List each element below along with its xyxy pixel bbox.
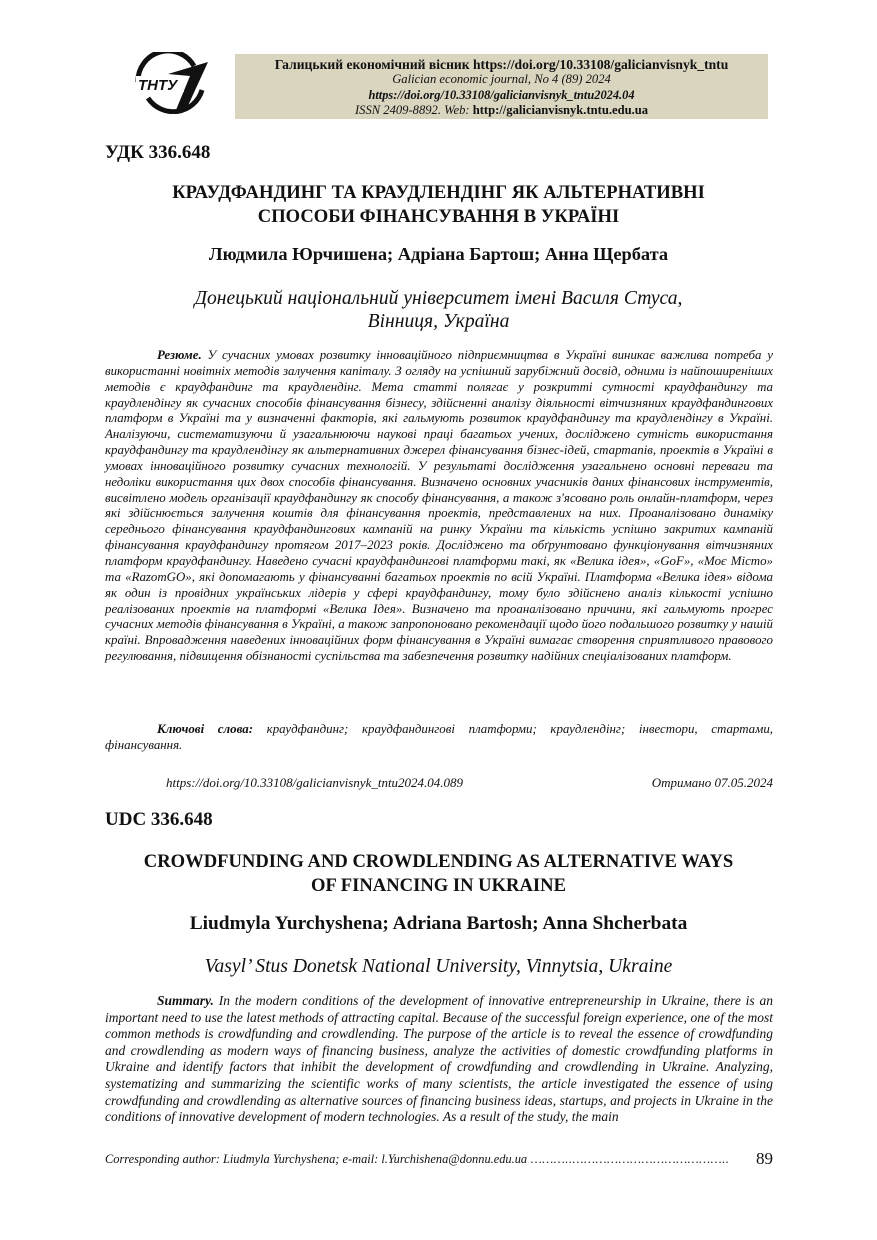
logo-text: ТНТУ bbox=[138, 77, 178, 94]
issn-text: ISSN 2409-8892. Web: bbox=[354, 102, 473, 117]
journal-title-ua: Галицький економічний вісник bbox=[274, 57, 473, 72]
keywords-ua-label: Ключові слова: bbox=[157, 722, 254, 736]
abstract-ua bbox=[105, 348, 773, 665]
keywords-ua bbox=[105, 722, 773, 754]
authors-ua: Людмила Юрчишена; Адріана Бартош; Анна Щербата bbox=[208, 244, 669, 264]
title-ua-line2: СПОСОБИ ФІНАНСУВАННЯ В УКРАЇНІ bbox=[257, 206, 620, 227]
corresponding-author: Corresponding author: Liudmyla Yurchyshena; e-mail: l.Yurchishena@donnu.edu.ua bbox=[105, 1152, 528, 1166]
journal-doi-link[interactable]: https://doi.org/10.33108/galicianvisnyk_tntu bbox=[472, 57, 729, 72]
title-en-line1: CROWDFUNDING AND CROWDLENDING AS ALTERNATIVE WAYS bbox=[143, 851, 734, 872]
title-en-line2: OF FINANCING IN UKRAINE bbox=[311, 875, 566, 896]
summary-en bbox=[105, 993, 773, 1126]
authors-en: Liudmyla Yurchyshena; Adriana Bartosh; Anna Shcherbata bbox=[189, 913, 688, 934]
abstract-ua-label: Резюме. bbox=[157, 348, 202, 362]
udc-en: UDC 336.648 bbox=[105, 809, 213, 830]
keywords-ua-text: краудфандинг; краудфандингові платформи; краудлендінг; інвестори, стартами, фінансування. bbox=[105, 722, 773, 752]
journal-web-link[interactable]: http://galicianvisnyk.tntu.edu.ua bbox=[472, 102, 649, 117]
article-title-ua bbox=[105, 181, 772, 229]
article-doi-link[interactable]: https://doi.org/10.33108/galicianvisnyk_tntu2024.04.089 bbox=[166, 775, 464, 790]
footer bbox=[105, 1152, 773, 1167]
journal-header bbox=[235, 54, 768, 119]
article-title-en bbox=[105, 850, 772, 898]
udc-ua: УДК 336.648 bbox=[105, 142, 211, 163]
journal-title-en: Galician economic journal, No 4 (89) 2024 bbox=[392, 72, 611, 87]
issn-line bbox=[235, 103, 768, 118]
footer-dots: ………..………………………………….. bbox=[527, 1152, 730, 1166]
journal-title-line bbox=[235, 57, 768, 72]
abstract-ua-text: У сучасних умовах розвитку інноваційного підприємництва в Україні виникає важлива потреба у використанні новітніх методів залучення капіталу. З огляду на успішний зарубіжний досвід, одними із найпоширеніших методів є краудфандинг та краудлендінг. Мета статті полягає у розкритті сутності краудфандингу та краудлендінгу як сучасних способів фінансування бізнесу, здійсненні аналізу діяльності вітчизняних краудфандингових платформ в Україні та у визначенні факторів, які гальмують розвиток краудфандингу та краудлендінгу в Україні. Аналізуючи, систематизуючи й узагальнюючи наукові праці багатьох учених, досліджено сутність використання краудфандингу та краудлендінгу як альтернативних джерел фінансування бізнес-ідей, стартапів, проектів в Україні в умовах інноваційного розвитку сучасних технологій. У результаті дослідження узагальнено основні переваги та недоліки використання цих двох способів фінансування. Визначено основних учасників даних фінансових інструментів, висвітлено модель організації краудфандингу як способу фінансування, а також з'ясовано роль онлайн-платформ, через які здійснюється залучення коштів для фінансування проектів, представлених на них. Проаналізовано динаміку середнього фінансування краудфандингових кампаній на ринку України та кількість успішно закритих кампаній фінансування краудфандингу протягом 2017–2023 років. Досліджено та обґрунтовано функціонування вітчизняних платформ краудфандингу. Наведено сучасні краудфандингові платформи такі, як «Велика ідея», «GoF», «Моє Місто» та «RazomGO», які допомагають у фінансуванні багатьох проектів по всій Україні. Платформа «Велика ідея» відома як один із провідних українських лідерів у сфері краудфандингу, тому було здійснено аналіз кількості успішно реалізованих проектів на платформі «Велика Ідея». Визначено та проаналізовано причини, які гальмують прогрес сучасних методів фінансування в Україні, а також запропоновано рекомендації щодо його подальшого розвитку у нашій країні. Впровадження наведених інноваційних форм фінансування в Україні вимагає створення сприятливого правового регулювання, підвищення обізнаності суспільства та забезпечення розвитку надійних спеціалізованих платформ. bbox=[105, 348, 773, 664]
tntu-logo-icon bbox=[134, 52, 210, 114]
page-number: 89 bbox=[756, 1149, 773, 1168]
affiliation-ua-line2: Вінниця, Україна bbox=[367, 311, 510, 332]
affiliation-ua-line1: Донецький національний університет імені Василя Стуса, bbox=[194, 288, 683, 309]
affiliation-ua bbox=[105, 287, 772, 333]
summary-en-label: Summary. bbox=[157, 993, 214, 1008]
summary-en-text: In the modern conditions of the development of innovative entrepreneurship in Ukraine, there is an important need to use the latest methods of attracting capital. Because of the successful foreign experience, one of the most common methods is crowdfunding and crowdlending. The purpose of the article is to reveal the essence of crowdfunding and crowdlending as modern ways of financing business, analyze the activities of domestic crowdfunding platforms in Ukraine and identify factors that inhibit the development of crowdfunding and crowdlending in Ukraine. Analyzing, systematizing and summarizing the scientific works of many scientists, the article investigated the essence of using crowdfunding and crowdlending as alternative sources of financing business ideas, startups, and projects in Ukraine in the conditions of innovative development of modern technologies. As a result of the study, the main bbox=[105, 993, 773, 1125]
affiliation-en: Vasyl’ Stus Donetsk National University, Vinnytsia, Ukraine bbox=[204, 956, 673, 977]
title-ua-line1: КРАУДФАНДИНГ ТА КРАУДЛЕНДІНГ ЯК АЛЬТЕРНАТИВНІ bbox=[172, 182, 705, 203]
issue-doi-link[interactable]: https://doi.org/10.33108/galicianvisnyk_tntu2024.04 bbox=[368, 87, 635, 102]
received-date: Отримано 07.05.2024 bbox=[651, 775, 773, 790]
